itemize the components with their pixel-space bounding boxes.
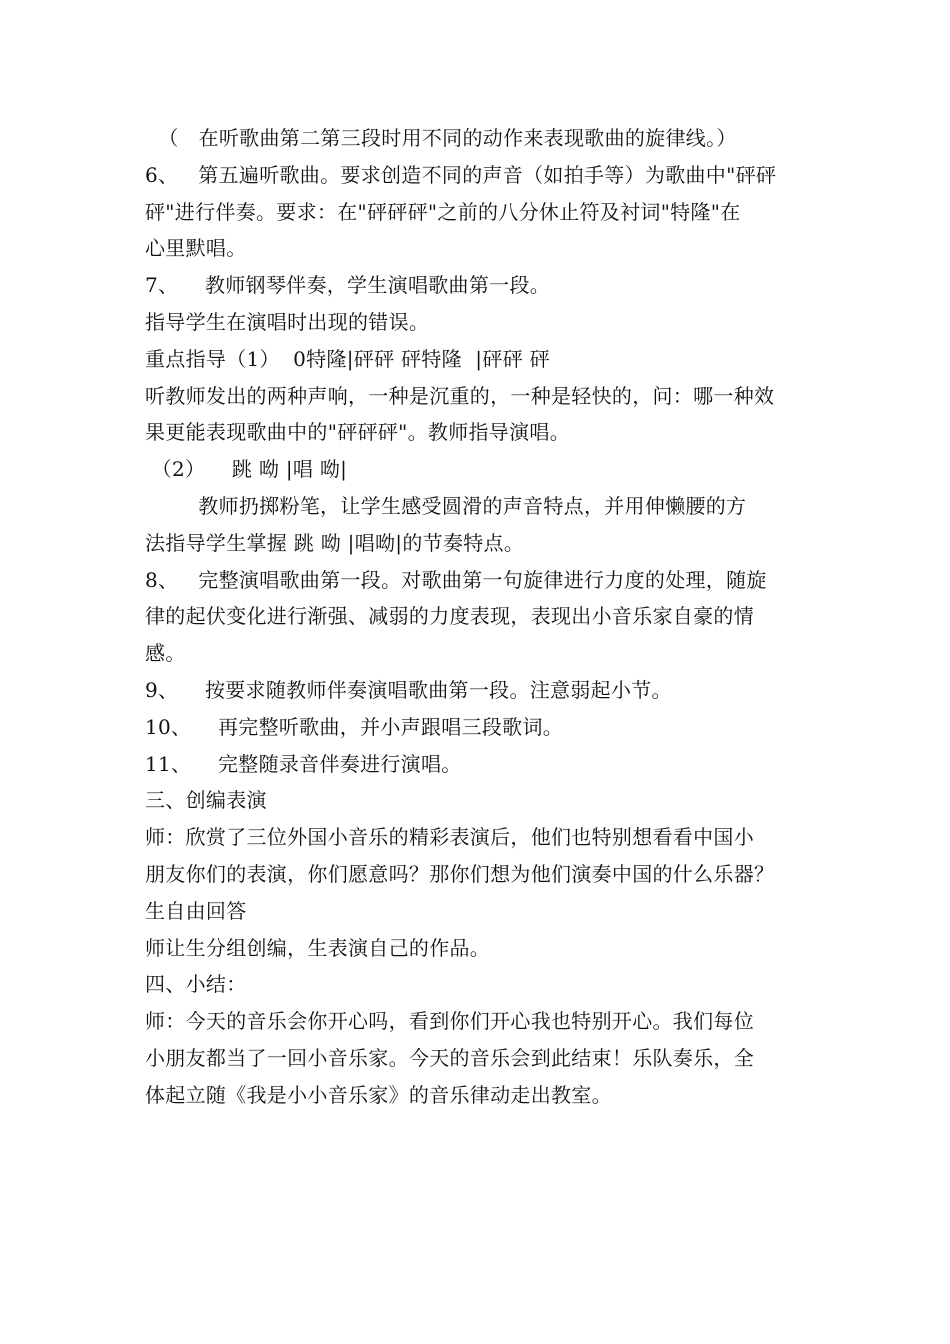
text-line: （ 在听歌曲第二第三段时用不同的动作来表现歌曲的旋律线。） <box>145 126 737 150</box>
text-line: 师：欣赏了三位外国小音乐的精彩表演后，他们也特别想看看中国小 <box>145 825 754 850</box>
text-line: 6、 第五遍听歌曲。要求创造不同的声音（如拍手等）为歌曲中"砰砰 <box>145 162 777 187</box>
text-line: 10、 再完整听歌曲，并小声跟唱三段歌词。 <box>145 714 564 739</box>
text-line: 心里默唱。 <box>145 236 247 261</box>
text-line: 重点指导（1） 0特隆|砰砰 砰特隆 |砰砰 砰 <box>145 346 550 371</box>
text-line: 9、 按要求随教师伴奏演唱歌曲第一段。注意弱起小节。 <box>145 677 672 702</box>
text-line: 小朋友都当了一回小音乐家。今天的音乐会到此结束！乐队奏乐，全 <box>145 1045 754 1070</box>
text-line: 果更能表现歌曲中的"砰砰砰"。教师指导演唱。 <box>145 420 570 445</box>
section-heading: 三、创编表演 <box>145 788 267 813</box>
text-line: 砰"进行伴奏。要求：在"砰砰砰"之前的八分休止符及衬词"特隆"在 <box>145 199 741 224</box>
text-line: 听教师发出的两种声响，一种是沉重的，一种是轻快的，问：哪一种效 <box>145 383 775 408</box>
text-line: 教师扔掷粉笔，让学生感受圆滑的声音特点，并用伸懒腰的方 <box>145 493 747 518</box>
text-line: 律的起伏变化进行渐强、减弱的力度表现，表现出小音乐家自豪的情 <box>145 604 754 629</box>
text-line: 朋友你们的表演，你们愿意吗？那你们想为他们演奏中国的什么乐器？ <box>145 861 775 886</box>
text-line: 7、 教师钢琴伴奏，学生演唱歌曲第一段。 <box>145 273 551 298</box>
text-line: 8、 完整演唱歌曲第一段。对歌曲第一句旋律进行力度的处理，随旋 <box>145 567 767 592</box>
document-body <box>145 120 815 1114</box>
text-line: 师让生分组创编，生表演自己的作品。 <box>145 935 491 960</box>
text-line: 11、 完整随录音伴奏进行演唱。 <box>145 751 462 776</box>
text-line: 法指导学生掌握 跳 呦 |唱呦|的节奏特点。 <box>145 530 525 555</box>
section-heading: 四、小结： <box>145 972 247 997</box>
text-line: 生自由回答 <box>145 898 247 923</box>
text-line: 指导学生在演唱时出现的错误。 <box>145 309 430 334</box>
text-line: 师：今天的音乐会你开心吗，看到你们开心我也特别开心。我们每位 <box>145 1009 754 1034</box>
text-line: （2） 跳 呦 |唱 呦| <box>145 457 348 482</box>
text-line: 体起立随《我是小小音乐家》的音乐律动走出教室。 <box>145 1082 612 1107</box>
text-line: 感。 <box>145 641 186 666</box>
